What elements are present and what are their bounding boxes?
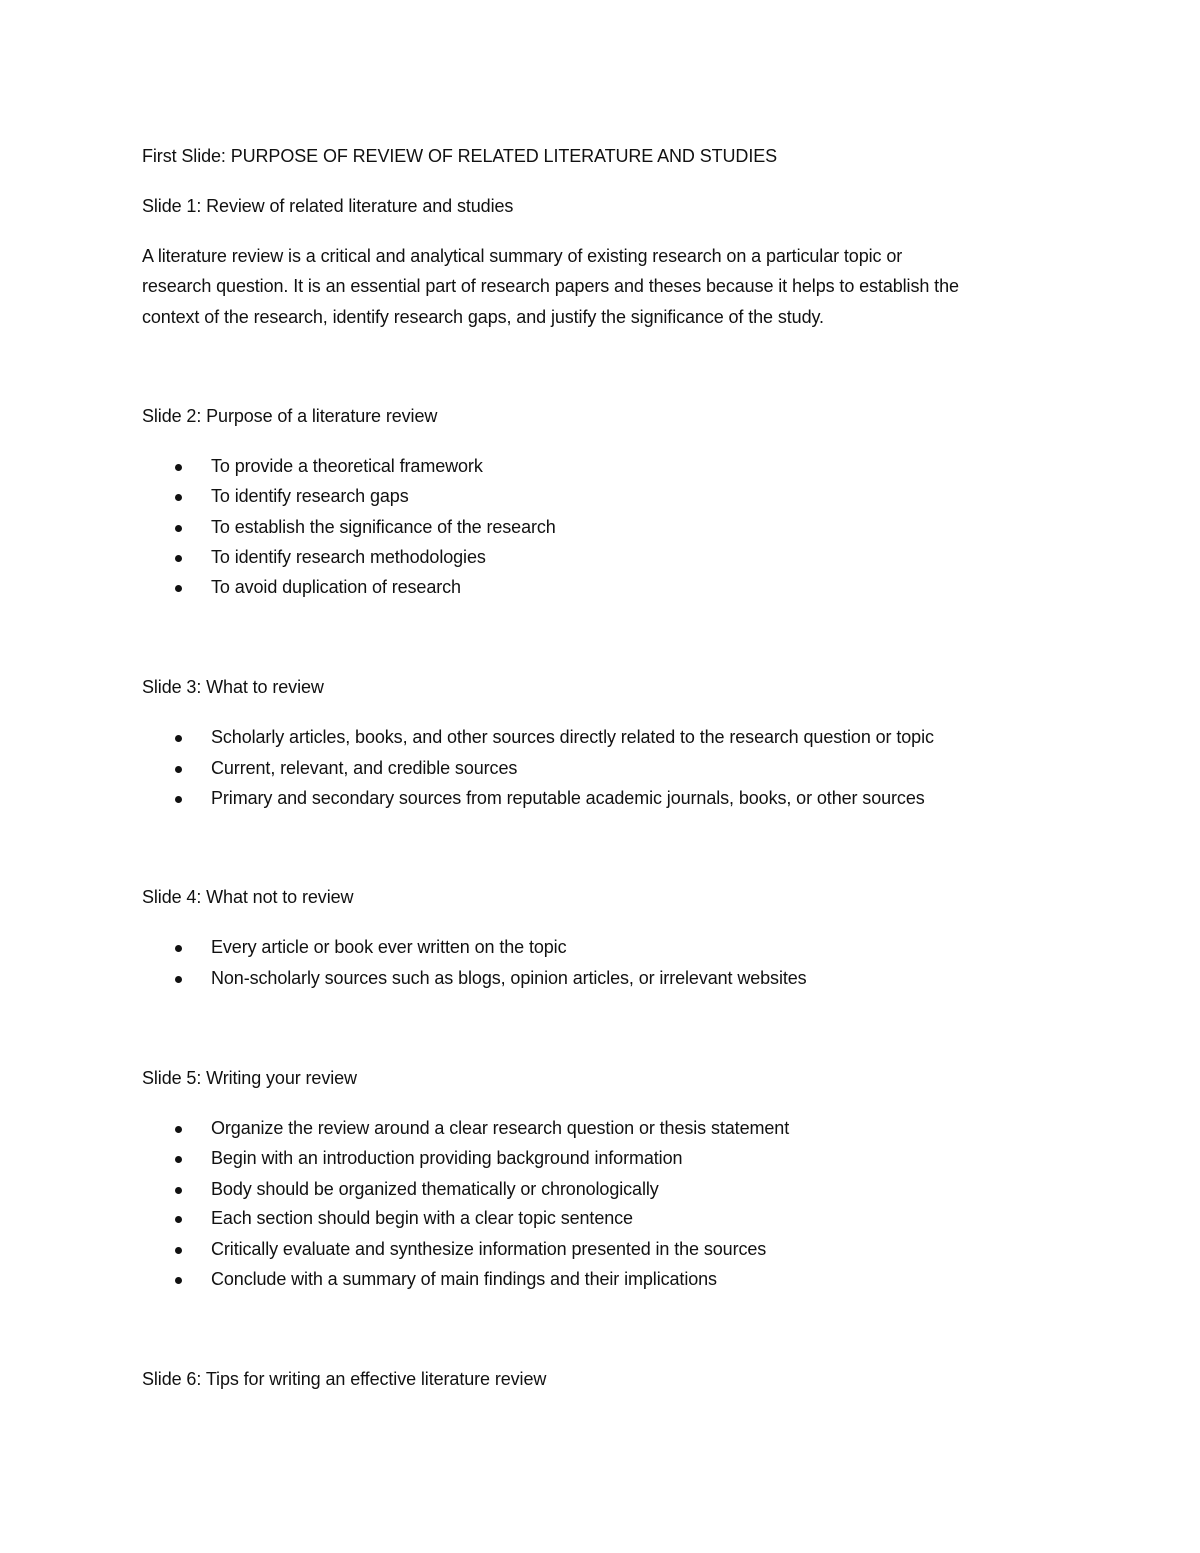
bullet-icon <box>175 1126 182 1133</box>
list-item-text: Every article or book ever written on the topic <box>211 937 567 957</box>
list-item-text: Primary and secondary sources from reputable academic journals, books, or other sources <box>211 788 925 808</box>
list-item-text: To provide a theoretical framework <box>211 456 483 476</box>
list-item-text: Current, relevant, and credible sources <box>211 758 518 778</box>
bullet-icon <box>175 1156 182 1163</box>
bullet-icon <box>175 976 182 983</box>
bullet-icon <box>175 766 182 773</box>
bullet-icon <box>175 525 182 532</box>
list-item-text: To avoid duplication of research <box>211 577 461 597</box>
slide1-heading: Slide 1: Review of related literature and studies <box>142 196 514 216</box>
list-item-text: Non-scholarly sources such as blogs, opinion articles, or irrelevant websites <box>211 968 807 988</box>
bullet-icon <box>175 494 182 501</box>
slide1-paragraph-line: research question. It is an essential part of research papers and theses because it helps to establish the <box>142 276 959 296</box>
bullet-icon <box>175 945 182 952</box>
bullet-icon <box>175 735 182 742</box>
bullet-icon <box>175 555 182 562</box>
list-item-text: To establish the significance of the research <box>211 517 556 537</box>
slide2-heading: Slide 2: Purpose of a literature review <box>142 406 438 426</box>
list-item-text: Each section should begin with a clear topic sentence <box>211 1208 633 1228</box>
slide6-heading: Slide 6: Tips for writing an effective literature review <box>142 1369 547 1389</box>
list-item-text: To identify research methodologies <box>211 547 486 567</box>
bullet-icon <box>175 585 182 592</box>
bullet-icon <box>175 1216 182 1223</box>
bullet-icon <box>175 796 182 803</box>
bullet-icon <box>175 1277 182 1284</box>
list-item-text: Scholarly articles, books, and other sources directly related to the research question or topic <box>211 727 934 747</box>
bullet-icon <box>175 464 182 471</box>
slide1-paragraph-line: A literature review is a critical and analytical summary of existing research on a particular topic or <box>142 246 903 266</box>
bullet-icon <box>175 1187 182 1194</box>
list-item-text: Organize the review around a clear research question or thesis statement <box>211 1118 790 1138</box>
slide3-heading: Slide 3: What to review <box>142 677 324 697</box>
first-slide-title: First Slide: PURPOSE OF REVIEW OF RELATED LITERATURE AND STUDIES <box>142 146 778 166</box>
list-item-text: Critically evaluate and synthesize information presented in the sources <box>211 1239 767 1259</box>
slide1-paragraph-line: context of the research, identify research gaps, and justify the significance of the study. <box>142 307 824 327</box>
list-item-text: Begin with an introduction providing background information <box>211 1148 683 1168</box>
slide4-heading: Slide 4: What not to review <box>142 887 354 907</box>
list-item-text: Body should be organized thematically or chronologically <box>211 1179 659 1199</box>
bullet-icon <box>175 1247 182 1254</box>
list-item-text: Conclude with a summary of main findings and their implications <box>211 1269 717 1289</box>
slide5-heading: Slide 5: Writing your review <box>142 1068 357 1088</box>
list-item-text: To identify research gaps <box>211 486 409 506</box>
